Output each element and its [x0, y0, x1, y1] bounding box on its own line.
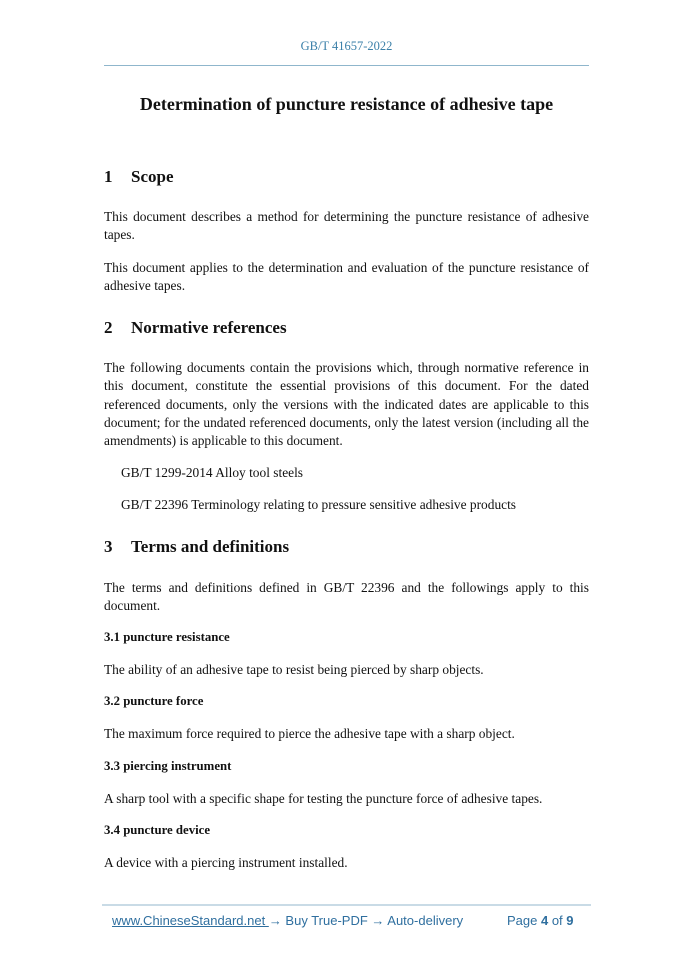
document-title: Determination of puncture resistance of adhesive tape [139, 94, 554, 114]
term-heading: 3.1 puncture resistance [104, 630, 230, 644]
section-heading-normative-references: 2 Normative references [104, 318, 287, 337]
paragraph: This document describes a method for determining the puncture resistance of adhesive tapes. [104, 209, 589, 243]
paragraph: This document applies to the determination and evaluation of the puncture resistance of adhesive tapes. [104, 260, 589, 294]
term-heading: 3.2 puncture force [104, 694, 204, 708]
arrow-right-icon: → [371, 913, 385, 928]
section-heading-scope: 1 Scope [104, 167, 174, 186]
section-heading-terms-definitions: 3 Terms and definitions [104, 537, 290, 556]
reference-item: GB/T 1299-2014 Alloy tool steels [121, 465, 304, 480]
reference-item: GB/T 22396 Terminology relating to pressure sensitive adhesive products [121, 497, 517, 512]
paragraph: The terms and definitions defined in GB/T 22396 and the followings apply to this document. [104, 580, 589, 614]
buy-true-pdf-text: Buy True-PDF [281, 913, 372, 928]
chinesestandard-link[interactable]: www.ChineseStandard.net [112, 913, 269, 928]
header-divider [104, 65, 589, 66]
paragraph: The following documents contain the provisions which, through normative reference in this document, constitute the essential provisions of this document. For the dated referenced documents, only the versions with the indicated dates are applicable to this document; for the undated referenced documents, only the latest version (including all the amendments) is applicable to this document. [104, 360, 589, 449]
auto-delivery-text: Auto-delivery [384, 913, 464, 928]
term-definition: A device with a piercing instrument installed. [104, 855, 348, 870]
term-definition: A sharp tool with a specific shape for testing the puncture force of adhesive tapes. [104, 791, 543, 806]
footer-links [112, 913, 463, 928]
header-doc-code: GB/T 41657-2022 [300, 39, 393, 53]
term-heading: 3.3 piercing instrument [104, 759, 232, 773]
term-definition: The ability of an adhesive tape to resist being pierced by sharp objects. [104, 662, 484, 677]
page-number: Page 4 of 9 [507, 913, 574, 928]
arrow-right-icon: → [268, 913, 282, 928]
term-heading: 3.4 puncture device [104, 823, 211, 837]
footer-divider [102, 904, 591, 906]
term-definition: The maximum force required to pierce the adhesive tape with a sharp object. [104, 726, 515, 741]
